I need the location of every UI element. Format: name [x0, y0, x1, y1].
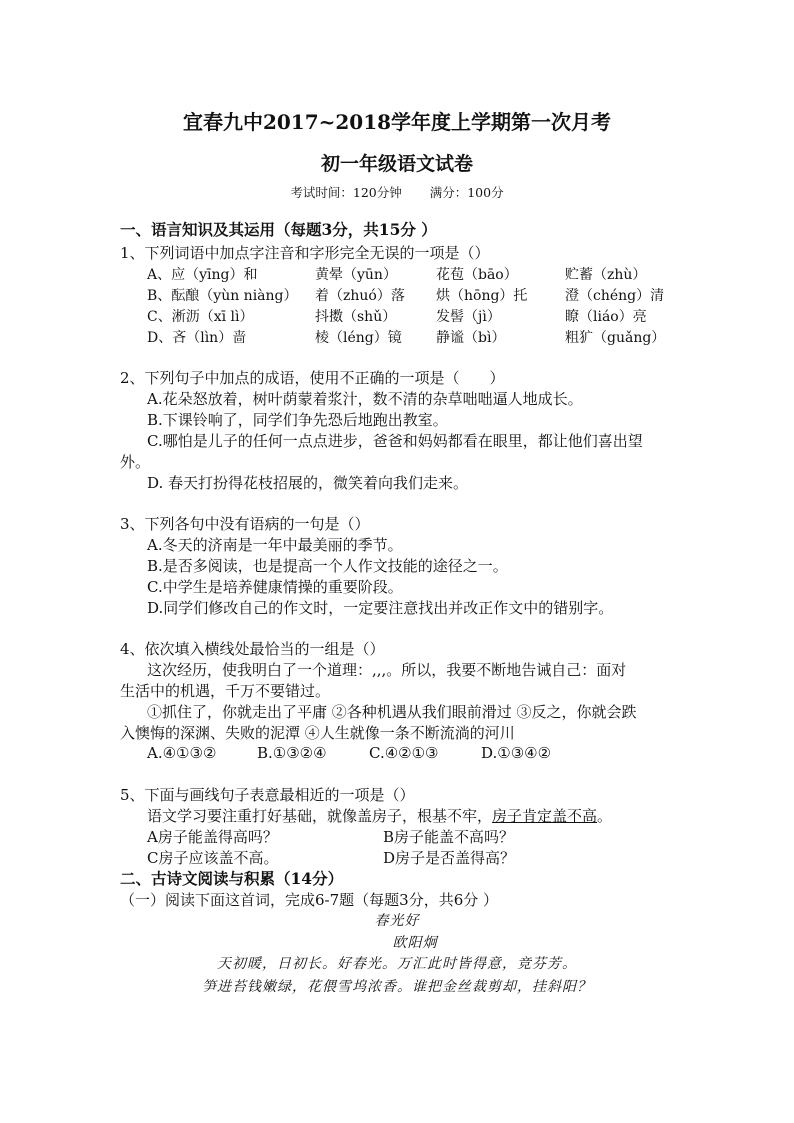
q3-option-c: C.中学生是培养健康情操的重要阶段。: [147, 578, 403, 596]
q1-b-1: B、酝酿（yùn niàng）: [147, 288, 298, 304]
q5-option-a: A房子能盖得高吗？: [147, 828, 278, 846]
q4-option-a: A.④①③②: [147, 744, 217, 762]
exam-title: 宜春九中2017~2018学年度上学期第一次月考: [182, 110, 612, 134]
q4-option-b: B.①③②④: [257, 744, 327, 762]
q4-passage-3: ①抓住了，你就走出了平庸 ②各种机遇从我们眼前滑过 ③反之，你就会跌: [147, 703, 637, 721]
q5-option-d: D房子是否盖得高？: [383, 849, 516, 867]
q2-option-b: B.下课铃响了，同学们争先恐后地跑出教室。: [147, 411, 448, 429]
q4-passage-1: 这次经历，使我明白了一个道理：,,,。所以，我要不断地告诫自己：面对: [147, 661, 627, 679]
q1-stem: 1、下列词语中加点字注音和字形完全无误的一项是（）: [120, 244, 490, 262]
q2-option-a: A.花朵怒放着，树叶荫蒙着浆汁，数不清的杂草咄咄逼人地成长。: [147, 390, 583, 408]
q1-c-4: 瞭（liáo）亮: [565, 309, 647, 325]
q5-option-b: B房子能盖不高吗？: [383, 828, 515, 846]
q1-d-4: 粗犷（guǎng）: [565, 330, 666, 346]
poem-title: 春光好: [374, 913, 420, 929]
q4-passage-2: 生活中的机遇，千万不要错过。: [120, 682, 331, 700]
section1-heading: 一、语言知识及其运用（每题3分，共15分 ）: [120, 220, 437, 239]
poem-line-1: 天初暖，日初长。好春光。万汇此时皆得意，竞芬芳。: [217, 956, 577, 972]
q5-sentence-text: 语文学习要注重打好基础，就像盖房子，根基不牢，: [147, 807, 493, 825]
q1-c-1: C、淅沥（xī lì）: [147, 309, 254, 325]
q4-passage-4: 入懊悔的深渊、失败的泥潭 ④人生就像一条不断流淌的河川: [120, 724, 515, 742]
q1-c-3: 发髻（jì）: [436, 309, 501, 325]
q2-option-d: D. 春天打扮得花枝招展的，微笑着向我们走来。: [147, 474, 469, 492]
q3-option-a: A.冬天的济南是一年中最美丽的季节。: [147, 536, 403, 554]
q3-option-d: D.同学们修改自己的作文时，一定要注意找出并改正作文中的错别字。: [147, 599, 614, 617]
poem-author: 欧阳炯: [392, 935, 438, 951]
section2-heading: 二、古诗文阅读与积累（14分）: [120, 869, 344, 888]
exam-meta: [0, 183, 794, 201]
q1-c-2: 抖擞（shǔ）: [315, 309, 397, 325]
q3-stem: 3、下列各句中没有语病的一句是（）: [120, 515, 370, 533]
q1-a-1: A、应（yīng）和: [147, 267, 258, 283]
q2-stem: 2、下列句子中加点的成语，使用不正确的一项是（ ）: [120, 369, 505, 387]
exam-time: 考试时间：120分钟: [290, 185, 402, 200]
q4-option-d: D.①③④②: [481, 744, 552, 762]
q4-stem: 4、依次填入横线处最恰当的一组是（）: [120, 640, 385, 658]
q1-b-2: 着（zhuó）落: [315, 288, 405, 304]
q1-b-3: 烘（hōng）托: [436, 288, 528, 304]
q5-option-c: C房子应该盖不高。: [147, 849, 279, 867]
exam-score: 满分：100分: [429, 185, 504, 200]
q1-d-2: 棱（léng）镜: [315, 330, 402, 346]
q1-a-4: 贮蓄（zhù）: [565, 267, 647, 283]
section2-subheading: （一）阅读下面这首词，完成6-7题（每题3分，共6分 ）: [120, 891, 499, 909]
q5-underlined-sentence: 房子肯定盖不高: [492, 807, 598, 825]
q2-option-c-cont: 外。: [120, 453, 151, 471]
q4-option-c: C.④②①③: [369, 744, 439, 762]
q2-option-c: C.哪怕是儿子的任何一点点进步，爸爸和妈妈都看在眼里，都让他们喜出望: [147, 432, 643, 450]
q3-option-b: B.是否多阅读，也是提高一个人作文技能的途径之一。: [147, 557, 508, 575]
q1-a-3: 花苞（bāo）: [436, 267, 518, 283]
q1-d-3: 静谧（bì）: [436, 330, 506, 346]
q1-a-2: 黄晕（yūn）: [315, 267, 397, 283]
exam-subtitle: 初一年级语文试卷: [320, 153, 473, 175]
q5-sentence: [147, 806, 612, 826]
q5-sentence-end: 。: [597, 807, 613, 825]
q1-d-1: D、吝（lìn）啬: [147, 330, 247, 346]
q1-b-4: 澄（chéng）清: [565, 288, 665, 304]
q5-stem: 5、下面与画线句子表意最相近的一项是（）: [120, 786, 415, 804]
poem-line-2: 笋进苔钱嫩绿，花偎雪坞浓香。谁把金丝裁剪却，挂斜阳？: [202, 979, 592, 995]
